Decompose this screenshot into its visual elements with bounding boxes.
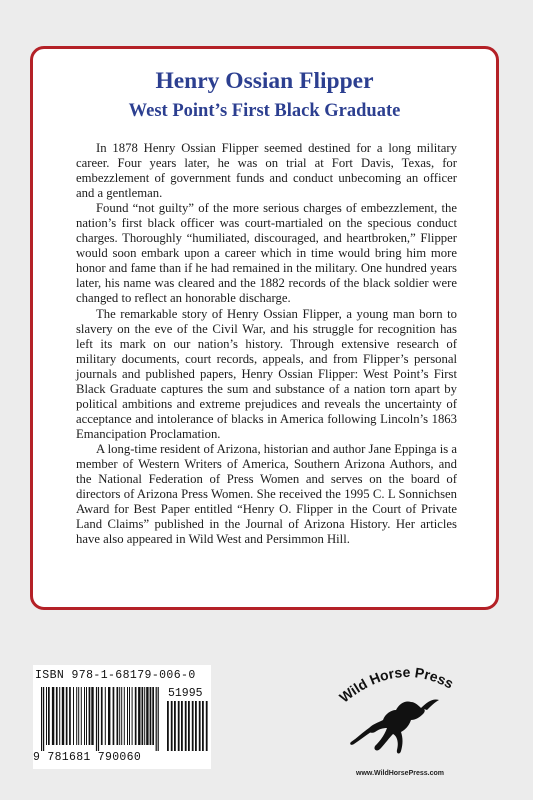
blurb-paragraph-1: In 1878 Henry Ossian Flipper seemed destined for a long military career. Four years later, he was on trial at Fort Davis, Texas, for embezzlement of government funds and conduct unbecoming an officer and a gentleman. [76,141,457,201]
isbn-barcode [33,665,211,769]
isbn-label: ISBN 978-1-68179-006-0 [35,669,196,682]
blurb-paragraph-2: Found “not guilty” of the more serious charges of embezzlement, the nation’s first black officer was court-martialed on the specious conduct charges. Thoroughly “humiliated, discouraged, and heartbroken,” Flipper would soon embark upon a career which in time would bring him more honor and fame than if he had remained in the military. One hundred years later, his name was cleared and the 1882 records of the black soldier were changed to reflect an honorable discharge. [76,201,457,306]
svg-text:Wild Horse Press: Wild Horse Press [336,663,457,706]
blurb-text [76,141,457,547]
price-code: 51995 [168,687,203,700]
blurb-paragraph-4: A long-time resident of Arizona, historian and author Jane Eppinga is a member of Western Writers of America, Southern Arizona Authors, and the National Federation of Press Women and serves on the board of directors of Arizona Press Women. She received the 1995 C. L Sonnichsen Award for Best Paper entitled “Henry O. Flipper in the Court of Private Land Claims” published in the Journal of Arizona History. Her articles have also appeared in Wild West and Persimmon Hill. [76,441,457,547]
isbn-digits: 9 781681 790060 [33,751,142,764]
rearing-horse-icon [350,699,439,753]
publisher-url: www.WildHorsePress.com [356,770,444,777]
book-title: Henry Ossian Flipper [155,68,374,94]
blurb-paragraph-3: The remarkable story of Henry Ossian Flipper, a young man born to slavery on the eve of the Civil War, and his struggle for recognition has left its mark on our nation’s history. Through extensive research of military documents, court records, appeals, and from Flipper’s personal journals and published papers, Henry Ossian Flipper: West Point’s First Black Graduate captures the sum and substance of a nation torn apart by political ambitions and extreme prejudices and reveals the uncertainty of acceptance and intolerance of blacks in America following Lincoln’s 1863 Emancipation Proclamation. [76,306,457,441]
wild-horse-press-logo [333,662,463,764]
book-subtitle: West Point’s First Black Graduate [128,101,401,121]
back-cover-panel [30,46,499,610]
